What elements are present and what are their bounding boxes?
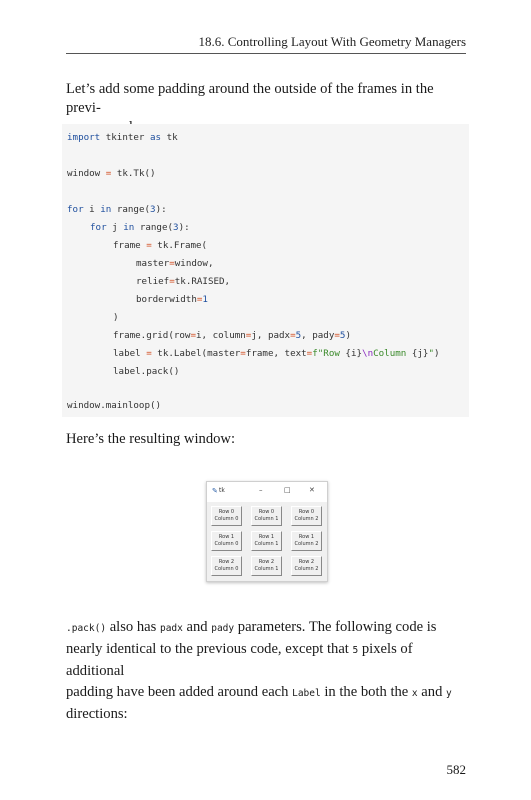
code-line: relief=tk.RAISED, bbox=[136, 276, 231, 287]
code-line: for i in range(3): bbox=[67, 204, 167, 215]
window-titlebar bbox=[207, 482, 327, 502]
code-line: frame.grid(row=i, column=j, padx=5, pady=5) bbox=[113, 330, 352, 341]
code-line: for j in range(3): bbox=[90, 222, 190, 233]
code-line: borderwidth=1 bbox=[136, 294, 208, 305]
code-line: ) bbox=[113, 312, 119, 323]
code-line: import tkinter as tk bbox=[67, 132, 178, 143]
frame-cell: Row 1 Column 1 bbox=[251, 531, 282, 551]
result-caption: Here’s the resulting window: bbox=[66, 431, 236, 447]
outro-line-2: nearly identical to the previous code, except that 5 pixels of additional bbox=[66, 641, 413, 679]
frame-cell: Row 2 Column 1 bbox=[251, 556, 282, 576]
frame-cell: Row 2 Column 2 bbox=[291, 556, 322, 576]
code-line: frame = tk.Frame( bbox=[113, 240, 208, 251]
code-block bbox=[62, 124, 469, 417]
outro-line-3: padding have been added around each Label in the both the x and y bbox=[66, 684, 452, 700]
frame-cell: Row 0 Column 1 bbox=[251, 506, 282, 526]
outro-paragraph bbox=[66, 617, 468, 725]
code-line: master=window, bbox=[136, 258, 214, 269]
intro-line-1: Let’s add some padding around the outside of the frames in the previ- bbox=[66, 81, 434, 116]
frame-cell: Row 0 Column 0 bbox=[211, 506, 242, 526]
frame-cell: Row 2 Column 0 bbox=[211, 556, 242, 576]
frame-cell: Row 1 Column 2 bbox=[291, 531, 322, 551]
code-line: label = tk.Label(master=frame, text=f"Row {i}\nColumn {j}") bbox=[113, 348, 440, 359]
close-icon[interactable]: ✕ bbox=[309, 486, 315, 494]
maximize-icon[interactable]: □ bbox=[284, 486, 291, 494]
frame-cell: Row 1 Column 0 bbox=[211, 531, 242, 551]
outro-line-1: .pack() also has padx and pady parameters. The following code is bbox=[66, 619, 437, 635]
header-rule bbox=[66, 53, 466, 54]
frame-cell: Row 0 Column 2 bbox=[291, 506, 322, 526]
tk-window-screenshot bbox=[206, 481, 328, 582]
code-line: window.mainloop() bbox=[67, 400, 162, 411]
minimize-icon[interactable]: – bbox=[259, 486, 263, 494]
running-header: 18.6. Controlling Layout With Geometry Managers bbox=[198, 34, 466, 49]
window-title: tk bbox=[219, 487, 225, 494]
feather-icon: ✎ bbox=[212, 487, 218, 495]
code-line: window = tk.Tk() bbox=[67, 168, 156, 179]
code-line: label.pack() bbox=[113, 366, 180, 377]
page-number: 582 bbox=[446, 762, 466, 777]
outro-line-4: directions: bbox=[66, 706, 128, 722]
